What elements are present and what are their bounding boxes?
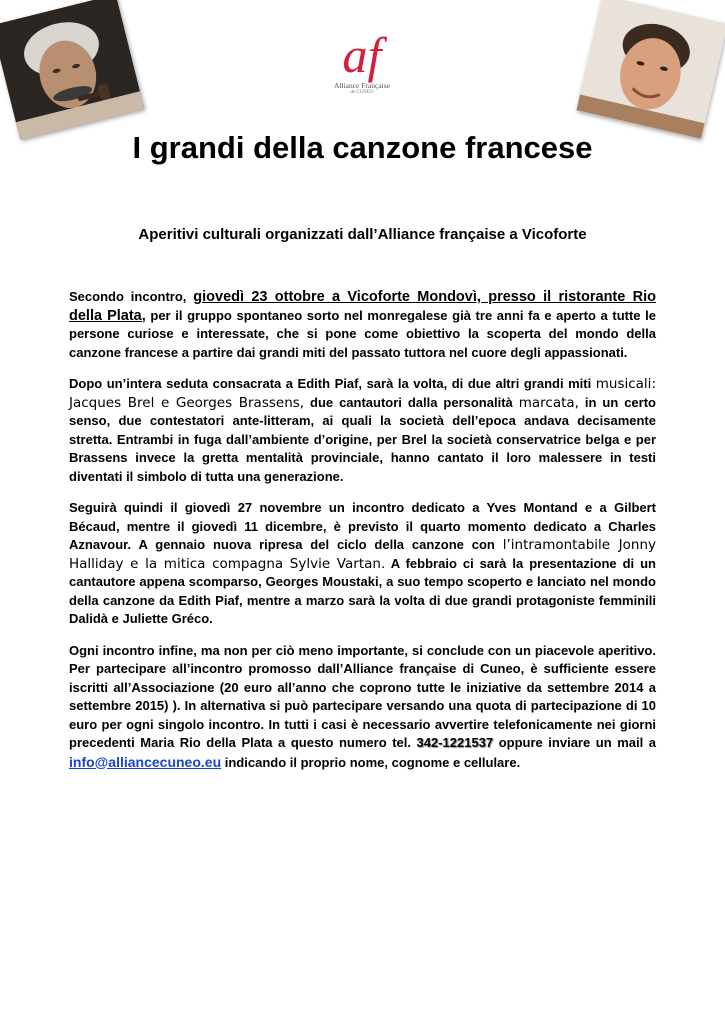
article-body: [69, 288, 656, 785]
p1-text-2: per il gruppo spontaneo sorto nel monregalese già tre anni fa e aperto a tutte le persone curiose e interessate, che si pone come obiettivo la scoperta del mondo della canzone francese a partire dai grandi miti del passato tuttora nel cuore degli appassionati.: [69, 307, 656, 360]
young-man-portrait-icon: [576, 0, 725, 139]
p3-text-1: Seguirà quindi il giovedì 27 novembre un incontro dedicato a Yves Montand e a Gilbert Bécaud, mentre il giovedì 11 dicembre, è previsto il quarto momento dedicato a Charles Aznavour. A gennaio nuova ripresa del ciclo della canzone con: [69, 500, 656, 552]
paragraph-4: [69, 642, 656, 773]
email-link[interactable]: info@alliancecuneo.eu: [69, 753, 222, 770]
p1-highlight-date-venue: giovedì 23 ottobre a Vicoforte Mondovì, presso il ristorante Rio della Plata,: [69, 289, 656, 324]
alliance-francaise-logo: [320, 26, 404, 122]
af-logo-icon: [330, 26, 394, 84]
logo-subtitle: de CUNEO: [350, 90, 374, 95]
p3-artists: l’intramontabile Jonny Halliday e la mitica compagna Sylvie Vartan.: [69, 537, 656, 572]
p4-text-1: Ogni incontro infine, ma non per ciò meno importante, si conclude con un piacevole aperitivo. Per partecipare all’incontro promosso dall’Alliance française di Cuneo, è sufficiente essere iscritti all’Associazione (20 euro all’anno che coprono tutte le iniziative da settembre 2014 a settembre 2015) ). In alternativa si può partecipare versando una quota di partecipazione di 10 euro per ogni singolo incontro. In tutti i casi è necessario avvertire telefonicamente nei giorni precedenti Maria Rio della Plata a questo numero tel.: [69, 642, 656, 750]
paragraph-3: [69, 499, 656, 629]
portrait-photo-left: [0, 0, 144, 140]
p2-marcata: marcata,: [518, 394, 579, 411]
p1-text-1: Secondo incontro,: [69, 289, 194, 304]
paragraph-2: [69, 375, 656, 486]
p4-text-2: oppure inviare un mail a: [493, 735, 656, 750]
man-with-pipe-portrait-icon: [0, 0, 144, 140]
p3-text-2: A febbraio ci sarà la presentazione di un cantautore appena scomparso, Georges Moustaki, a suo tempo scoperto e lanciato nel mondo della canzone da Edith Piaf, mentre a marzo sarà la volta di due grandi protagoniste femminili Dalidà e Juliette Gréco.: [69, 555, 656, 626]
p2-text-2: due cantautori dalla personalità: [304, 394, 519, 410]
logo-name: Alliance Française: [333, 81, 390, 90]
paragraph-1: [69, 288, 656, 362]
p4-text-3: indicando il proprio nome, cognome e cellulare.: [221, 754, 521, 770]
p2-artists: musicali: Jacques Brel e Georges Brassens,: [69, 376, 656, 411]
portrait-photo-right: [576, 0, 725, 139]
page-title: I grandi della canzone francese: [132, 130, 593, 165]
p2-text-3: in un certo senso, due contestatori ante-litteram, ai quali la società dell’epoca andava decisamente stretta. Entrambi in fuga dall’ambiente d’origine, per Brel la società conservatrice belga e per Brassens invece la gretta mentalità provinciale, hanno cantato il loro malessere in testi diventati il simbolo di tutta una generazione.: [69, 394, 656, 484]
svg-text:af: af: [342, 27, 382, 83]
page-subtitle: Aperitivi culturali organizzati dall’Alliance française a Vicoforte: [138, 226, 587, 243]
p2-text-1: Dopo un’intera seduta consacrata a Edith Piaf, sarà la volta, di due altri grandi miti: [69, 376, 596, 391]
phone-number: 342-1221537: [416, 735, 494, 750]
